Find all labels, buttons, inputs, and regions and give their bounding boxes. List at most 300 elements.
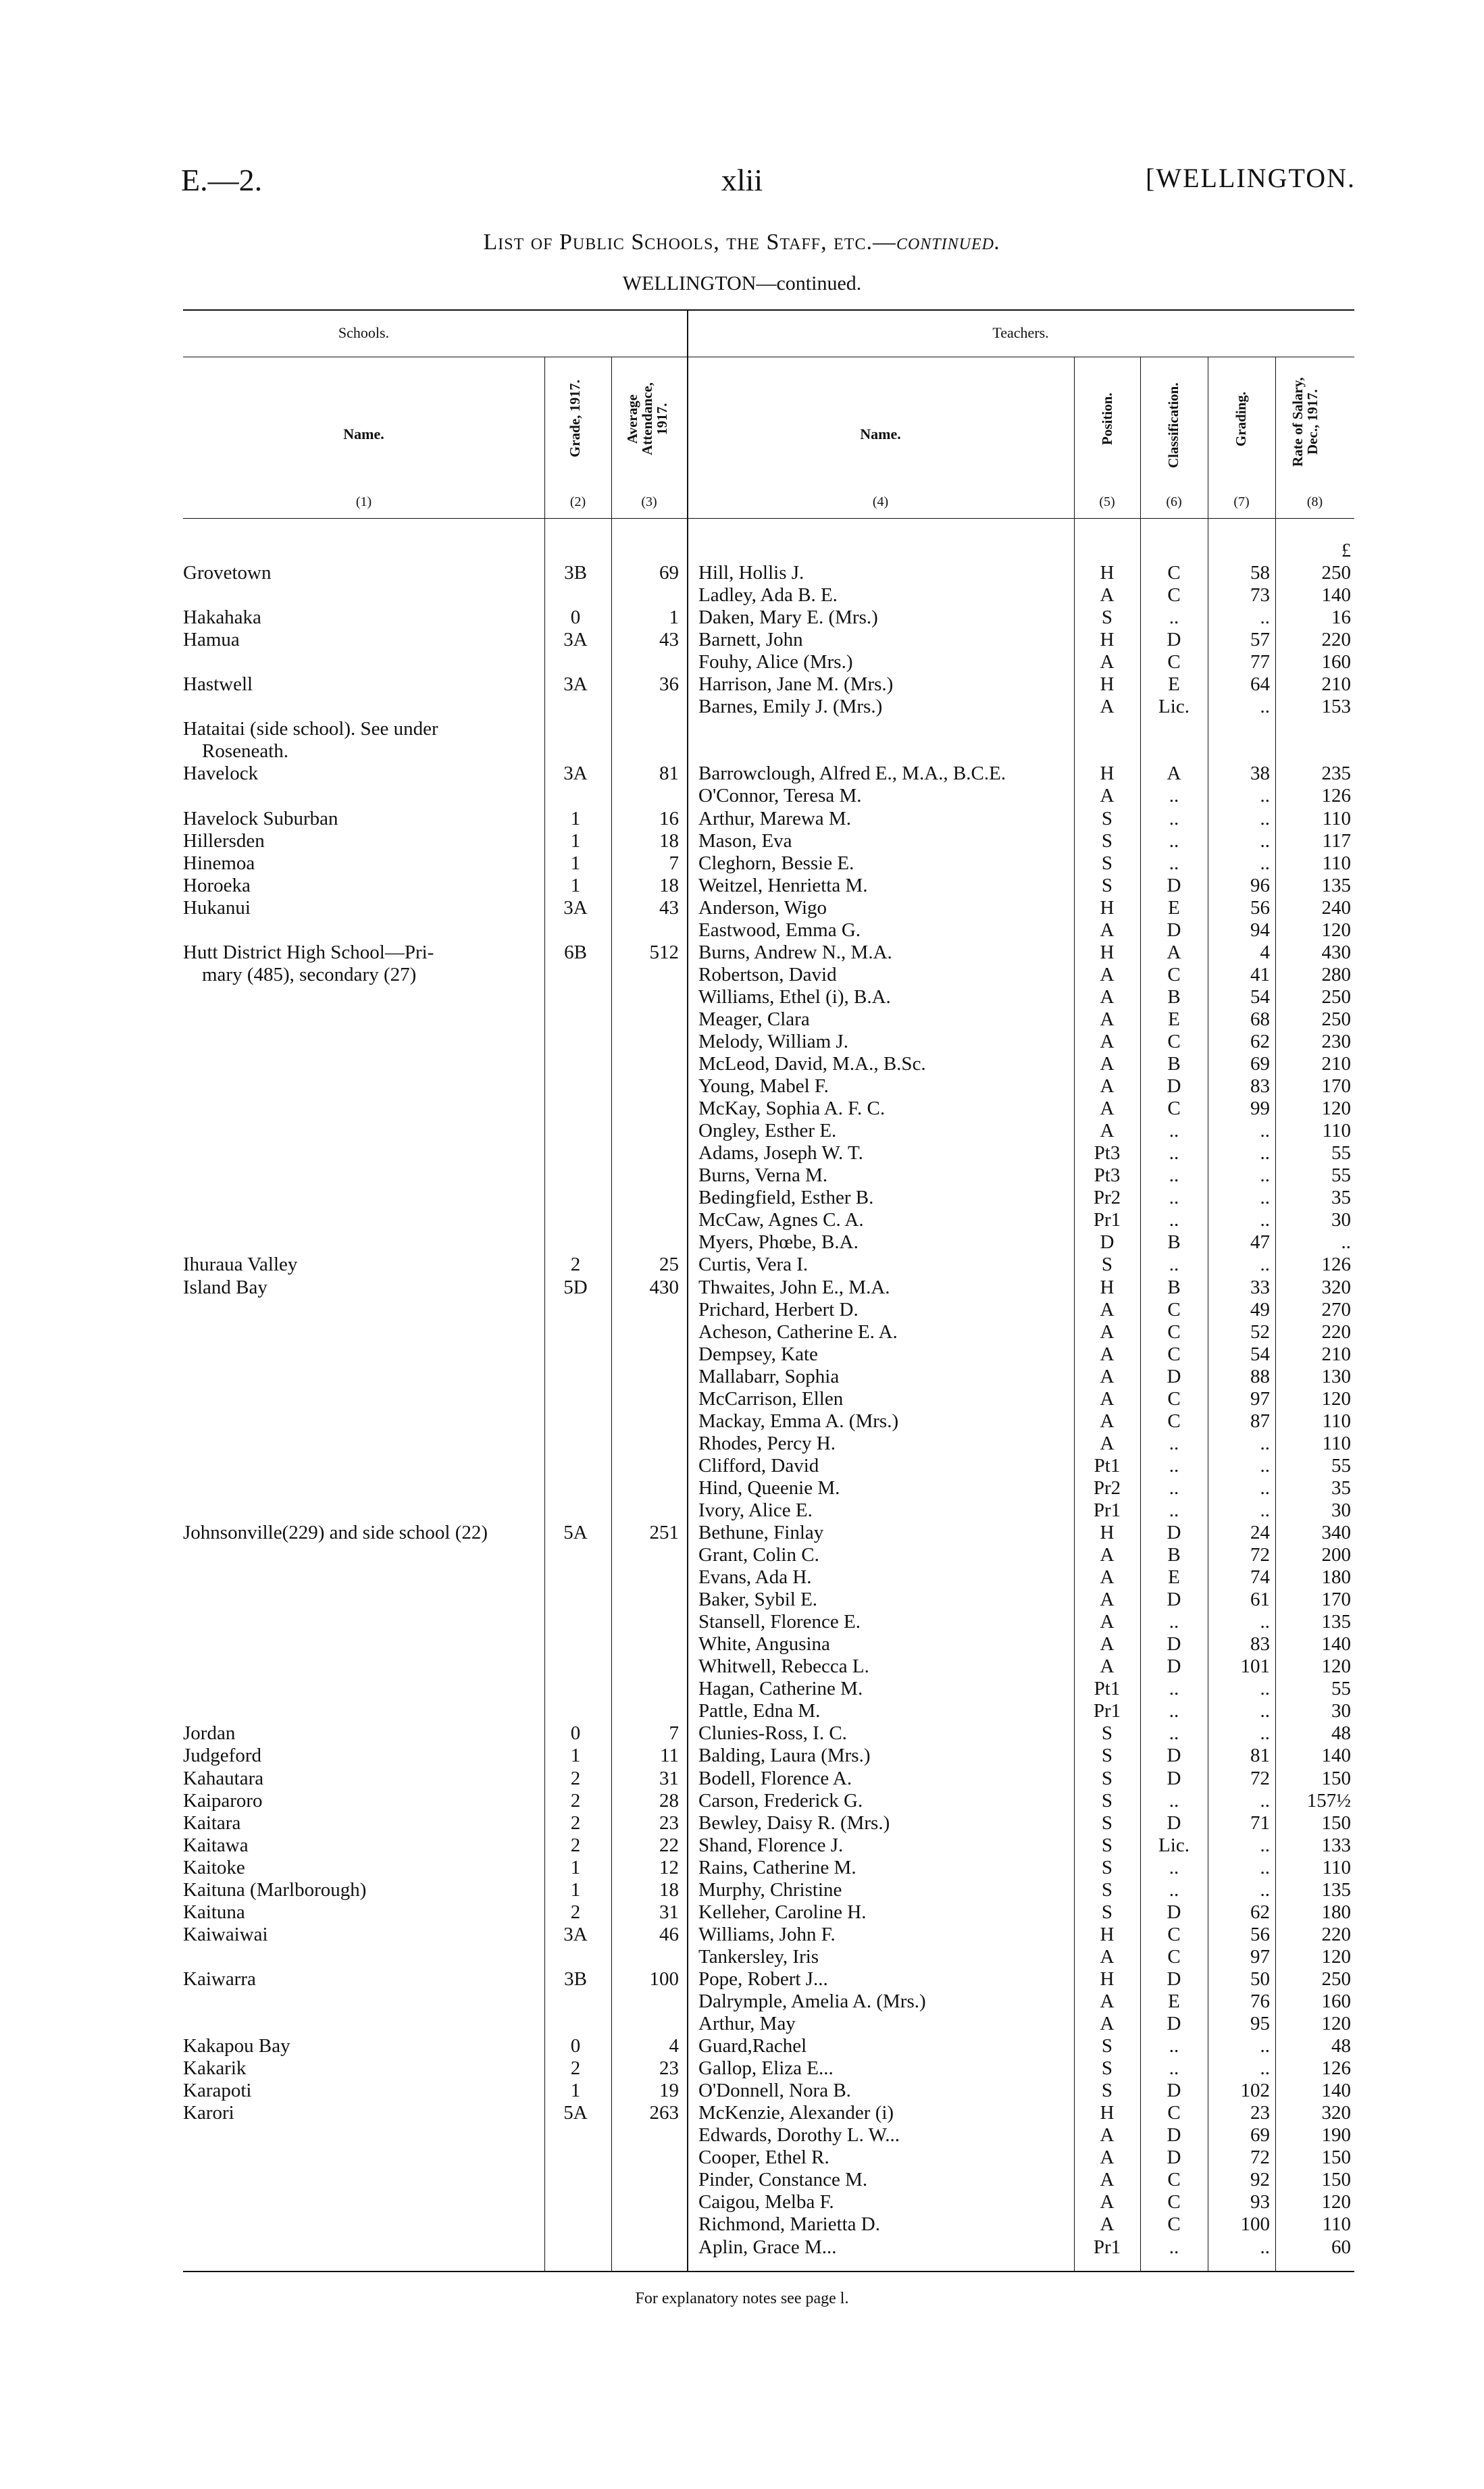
teacher-position: A bbox=[1100, 1945, 1115, 1968]
table-row bbox=[0, 942, 1484, 964]
school-name: Kaiwaiwai bbox=[183, 1923, 268, 1945]
average-attendance: 12 bbox=[659, 1856, 679, 1878]
teacher-position: S bbox=[1101, 607, 1113, 629]
average-attendance: 4 bbox=[669, 2035, 679, 2057]
salary-rate: 140 bbox=[1321, 1633, 1351, 1656]
table-row bbox=[0, 1678, 1484, 1700]
teacher-grading: 88 bbox=[1250, 1365, 1270, 1387]
teachers-heading: Teachers. bbox=[992, 324, 1049, 341]
staff-table bbox=[0, 562, 1484, 2259]
teacher-grading: .. bbox=[1260, 2057, 1270, 2080]
position-header: Position. bbox=[1099, 392, 1115, 445]
teacher-name: Balding, Laura (Mrs.) bbox=[698, 1745, 871, 1767]
title-main: List of Public Schools, the Staff, etc.— bbox=[483, 230, 896, 255]
teacher-position: A bbox=[1100, 696, 1115, 718]
teacher-classification: .. bbox=[1169, 807, 1179, 829]
school-name: Kaitoke bbox=[183, 1856, 245, 1878]
school-grade: 1 bbox=[570, 1878, 581, 1901]
table-row bbox=[0, 718, 1484, 740]
table-row bbox=[0, 1834, 1484, 1857]
salary-rate: 120 bbox=[1321, 1098, 1351, 1120]
school-name: Havelock bbox=[183, 763, 259, 785]
column-number: (5) bbox=[1099, 494, 1115, 509]
teacher-name: Grant, Colin C. bbox=[698, 1544, 819, 1566]
teacher-grading: 50 bbox=[1250, 1968, 1270, 1990]
table-row bbox=[0, 1499, 1484, 1522]
teacher-grading: 93 bbox=[1250, 2191, 1270, 2213]
school-grade: 6B bbox=[564, 941, 587, 963]
school-grade: 3A bbox=[563, 1923, 588, 1945]
salary-rate: 110 bbox=[1322, 852, 1351, 874]
table-row bbox=[0, 919, 1484, 942]
teacher-grading: 72 bbox=[1250, 1767, 1270, 1789]
teacher-name: Caigou, Melba F. bbox=[698, 2191, 834, 2213]
teacher-name: Rhodes, Percy H. bbox=[698, 1432, 836, 1454]
school-name: Ihuraua Valley bbox=[183, 1254, 298, 1276]
page-code: E.—2. bbox=[181, 163, 263, 197]
salary-rate: 180 bbox=[1321, 1566, 1351, 1589]
school-name: Hastwell bbox=[183, 673, 253, 696]
average-attendance: 46 bbox=[659, 1923, 679, 1945]
teacher-name: Pattle, Edna M. bbox=[698, 1700, 821, 1722]
teacher-grading: 33 bbox=[1250, 1276, 1270, 1298]
teacher-position: H bbox=[1100, 1968, 1115, 1990]
teacher-grading: 69 bbox=[1250, 2124, 1270, 2147]
table-row bbox=[0, 1879, 1484, 1901]
average-attendance: 11 bbox=[660, 1745, 679, 1767]
teacher-classification: D bbox=[1167, 1745, 1181, 1767]
salary-rate: 340 bbox=[1321, 1522, 1351, 1544]
average-attendance: 18 bbox=[659, 1878, 679, 1901]
school-name: Kaituna (Marlborough) bbox=[183, 1878, 367, 1901]
teacher-grading: 92 bbox=[1250, 2169, 1270, 2191]
teacher-classification: C bbox=[1167, 2213, 1181, 2236]
teacher-grading: .. bbox=[1260, 1477, 1270, 1499]
table-row bbox=[0, 1299, 1484, 1321]
table-row bbox=[0, 1254, 1484, 1276]
table-row bbox=[0, 2213, 1484, 2236]
column-number: (8) bbox=[1306, 494, 1323, 509]
teacher-grading: .. bbox=[1260, 1834, 1270, 1856]
school-grade: 3B bbox=[564, 562, 587, 584]
teacher-position: A bbox=[1100, 1566, 1115, 1589]
teacher-grading: 58 bbox=[1250, 562, 1270, 584]
teacher-name: Pope, Robert J... bbox=[698, 1968, 828, 1990]
teacher-position: Pr1 bbox=[1093, 1499, 1121, 1521]
teacher-name: Ongley, Esther E. bbox=[698, 1120, 837, 1142]
teacher-grading: 76 bbox=[1250, 1991, 1270, 2012]
attendance-header: Average Attendance, 1917. bbox=[624, 382, 671, 455]
teacher-classification: D bbox=[1167, 1075, 1181, 1098]
teacher-position: Pr2 bbox=[1093, 1477, 1121, 1499]
average-attendance: 512 bbox=[649, 941, 679, 963]
teacher-classification: D bbox=[1167, 1522, 1181, 1544]
average-attendance: 69 bbox=[659, 562, 679, 584]
table-row bbox=[0, 1075, 1484, 1098]
teacher-classification: D bbox=[1167, 1589, 1181, 1611]
salary-rate: 55 bbox=[1331, 1678, 1351, 1700]
table-row bbox=[0, 2147, 1484, 2169]
average-attendance: 18 bbox=[659, 874, 679, 896]
teacher-position: Pr2 bbox=[1093, 1187, 1121, 1209]
school-grade: 5A bbox=[563, 1522, 588, 1544]
table-row bbox=[0, 1968, 1484, 1991]
school-grade: 3B bbox=[564, 1968, 587, 1990]
teacher-position: Pt3 bbox=[1094, 1164, 1121, 1187]
table-row bbox=[0, 1098, 1484, 1120]
salary-rate: 320 bbox=[1321, 2102, 1351, 2124]
school-grade: 5D bbox=[563, 1276, 588, 1298]
teacher-classification: D bbox=[1167, 1968, 1181, 1990]
teacher-position: A bbox=[1100, 1298, 1115, 1320]
teacher-position: S bbox=[1101, 1834, 1113, 1856]
table-row bbox=[0, 1700, 1484, 1722]
teacher-name: Baker, Sybil E. bbox=[698, 1589, 818, 1611]
teacher-name: Edwards, Dorothy L. W... bbox=[698, 2124, 900, 2147]
teacher-name: Pinder, Constance M. bbox=[698, 2169, 868, 2191]
teacher-grading: 52 bbox=[1250, 1320, 1270, 1343]
school-name: Kaiparoro bbox=[183, 1789, 263, 1812]
teacher-grading: 62 bbox=[1250, 1901, 1270, 1923]
teacher-classification: .. bbox=[1169, 1499, 1179, 1521]
school-name: Kaituna bbox=[183, 1901, 245, 1923]
teacher-classification: E bbox=[1168, 1991, 1180, 2012]
teacher-classification: A bbox=[1167, 941, 1181, 963]
teacher-position: A bbox=[1100, 1633, 1115, 1656]
average-attendance: 251 bbox=[649, 1522, 679, 1544]
table-row bbox=[0, 2169, 1484, 2191]
salary-rate: 250 bbox=[1321, 1968, 1351, 1990]
salary-rate: 120 bbox=[1321, 1945, 1351, 1968]
teacher-grading: .. bbox=[1260, 1164, 1270, 1187]
currency-symbol: £ bbox=[1341, 540, 1351, 561]
teacher-position: A bbox=[1100, 1365, 1115, 1387]
salary-rate: 126 bbox=[1321, 1254, 1351, 1276]
table-row bbox=[0, 1790, 1484, 1812]
teacher-classification: D bbox=[1167, 2013, 1181, 2035]
teacher-grading: 87 bbox=[1250, 1410, 1270, 1432]
teacher-classification: .. bbox=[1169, 1789, 1179, 1812]
teacher-name: Curtis, Vera I. bbox=[698, 1254, 809, 1276]
salary-rate: 55 bbox=[1331, 1454, 1351, 1477]
teacher-classification: .. bbox=[1169, 1856, 1179, 1878]
teacher-name: Adams, Joseph W. T. bbox=[698, 1142, 863, 1164]
school-name-header: Name. bbox=[343, 426, 384, 442]
teacher-position: A bbox=[1100, 1120, 1115, 1142]
teacher-name: Guard,Rachel bbox=[698, 2035, 807, 2057]
teacher-grading: 54 bbox=[1250, 1343, 1270, 1365]
salary-rate: 35 bbox=[1331, 1187, 1351, 1209]
table-row bbox=[0, 1410, 1484, 1433]
teacher-position: A bbox=[1100, 2147, 1115, 2169]
teacher-position: S bbox=[1101, 807, 1113, 829]
teacher-name: Bedingfield, Esther B. bbox=[698, 1187, 874, 1209]
teacher-classification: C bbox=[1167, 2102, 1181, 2124]
salary-rate: 320 bbox=[1321, 1276, 1351, 1298]
teacher-grading: 81 bbox=[1250, 1745, 1270, 1767]
column-number: (6) bbox=[1166, 494, 1182, 509]
teacher-name: Bodell, Florence A. bbox=[698, 1767, 852, 1789]
school-grade: 3A bbox=[563, 763, 588, 785]
teacher-name: Dalrymple, Amelia A. (Mrs.) bbox=[698, 1991, 926, 2012]
teacher-classification: .. bbox=[1169, 1454, 1179, 1477]
teacher-position: S bbox=[1101, 2080, 1113, 2102]
salary-rate: 153 bbox=[1321, 696, 1351, 718]
teacher-name: Acheson, Catherine E. A. bbox=[698, 1320, 898, 1343]
teacher-grading: .. bbox=[1260, 696, 1270, 718]
average-attendance: 36 bbox=[659, 673, 679, 696]
school-name: Hataitai (side school). See under bbox=[183, 718, 438, 740]
teacher-grading: 61 bbox=[1250, 1589, 1270, 1611]
table-row bbox=[0, 1321, 1484, 1343]
salary-rate: 110 bbox=[1322, 1432, 1351, 1454]
table-row bbox=[0, 1722, 1484, 1745]
teacher-classification: C bbox=[1167, 1410, 1181, 1432]
average-attendance: 43 bbox=[659, 629, 679, 651]
table-row bbox=[0, 696, 1484, 718]
teacher-grading: 54 bbox=[1250, 985, 1270, 1008]
school-grade: 3A bbox=[563, 629, 588, 651]
teacher-classification: .. bbox=[1169, 1700, 1179, 1722]
teacher-grading: 83 bbox=[1250, 1633, 1270, 1656]
teacher-name: Stansell, Florence E. bbox=[698, 1611, 861, 1633]
school-name: Grovetown bbox=[183, 562, 272, 584]
column-number: (1) bbox=[355, 494, 372, 509]
teacher-classification: D bbox=[1167, 2080, 1181, 2102]
teacher-classification: B bbox=[1167, 985, 1181, 1008]
teacher-position: S bbox=[1101, 1767, 1113, 1789]
average-attendance: 7 bbox=[669, 1722, 679, 1745]
salary-rate: 150 bbox=[1321, 1767, 1351, 1789]
teacher-grading: 97 bbox=[1250, 1387, 1270, 1410]
teacher-grading: 56 bbox=[1250, 896, 1270, 919]
teacher-classification: .. bbox=[1169, 2057, 1179, 2080]
teacher-classification: .. bbox=[1169, 1187, 1179, 1209]
footnote: For explanatory notes see page l. bbox=[635, 2290, 849, 2307]
teacher-classification: C bbox=[1167, 1298, 1181, 1320]
teacher-classification: B bbox=[1167, 1544, 1181, 1566]
teacher-name: Thwaites, John E., M.A. bbox=[698, 1276, 890, 1298]
teacher-position: S bbox=[1101, 2057, 1113, 2080]
table-row bbox=[0, 1633, 1484, 1656]
salary-rate: 170 bbox=[1321, 1075, 1351, 1098]
teacher-position: S bbox=[1101, 1789, 1113, 1812]
salary-rate: 48 bbox=[1331, 2035, 1351, 2057]
teacher-name: Eastwood, Emma G. bbox=[698, 919, 861, 941]
teacher-name: McLeod, David, M.A., B.Sc. bbox=[698, 1053, 926, 1075]
teacher-name: Kelleher, Caroline H. bbox=[698, 1901, 867, 1923]
school-name: Hukanui bbox=[183, 896, 251, 919]
teacher-position: A bbox=[1100, 1343, 1115, 1365]
salary-rate: 135 bbox=[1321, 1611, 1351, 1633]
teacher-name: O'Connor, Teresa M. bbox=[698, 785, 862, 807]
table-row bbox=[0, 584, 1484, 607]
teacher-grading: .. bbox=[1260, 1499, 1270, 1521]
teacher-classification: C bbox=[1167, 1923, 1181, 1945]
average-attendance: 81 bbox=[659, 763, 679, 785]
teacher-name: Prichard, Herbert D. bbox=[698, 1298, 859, 1320]
teacher-name: Fouhy, Alice (Mrs.) bbox=[698, 651, 853, 673]
average-attendance: 23 bbox=[659, 1812, 679, 1834]
school-name: Judgeford bbox=[183, 1745, 261, 1767]
average-attendance: 22 bbox=[659, 1834, 679, 1856]
teacher-position: A bbox=[1100, 1053, 1115, 1075]
teacher-name: Myers, Phœbe, B.A. bbox=[698, 1231, 859, 1254]
teacher-classification: .. bbox=[1169, 829, 1179, 852]
page-subtitle: WELLINGTON—continued. bbox=[622, 272, 862, 294]
salary-rate: 135 bbox=[1321, 874, 1351, 896]
table-row bbox=[0, 964, 1484, 986]
salary-rate: 210 bbox=[1321, 1343, 1351, 1365]
table-row bbox=[0, 1656, 1484, 1678]
teacher-grading: 24 bbox=[1250, 1522, 1270, 1544]
table-row bbox=[0, 1031, 1484, 1053]
school-name: Roseneath. bbox=[202, 740, 289, 763]
column-number: (7) bbox=[1233, 494, 1250, 509]
salary-rate: 160 bbox=[1321, 651, 1351, 673]
teacher-name: Ivory, Alice E. bbox=[698, 1499, 813, 1521]
teacher-position: A bbox=[1100, 2213, 1115, 2236]
teacher-grading: .. bbox=[1260, 852, 1270, 874]
average-attendance: 23 bbox=[659, 2057, 679, 2080]
salary-rate: 200 bbox=[1321, 1544, 1351, 1566]
salary-rate: 110 bbox=[1322, 1120, 1351, 1142]
table-row bbox=[0, 875, 1484, 897]
school-grade: 2 bbox=[570, 1767, 581, 1789]
school-name: Hutt District High School—Pri- bbox=[183, 941, 434, 963]
teacher-name: Daken, Mary E. (Mrs.) bbox=[698, 607, 878, 629]
teacher-classification: D bbox=[1167, 1656, 1181, 1678]
salary-rate: 120 bbox=[1321, 2013, 1351, 2035]
teacher-grading: .. bbox=[1260, 1878, 1270, 1901]
salary-rate: 110 bbox=[1322, 1856, 1351, 1878]
teacher-grading: .. bbox=[1260, 1789, 1270, 1812]
salary-rate: 150 bbox=[1321, 2147, 1351, 2169]
salary-rate: 250 bbox=[1321, 985, 1351, 1008]
school-name: Kakarik bbox=[183, 2057, 247, 2080]
teacher-position: A bbox=[1100, 2013, 1115, 2035]
teacher-name: Rains, Catherine M. bbox=[698, 1856, 856, 1878]
teacher-position: H bbox=[1100, 673, 1115, 696]
salary-rate: 110 bbox=[1322, 2213, 1351, 2236]
teacher-classification: C bbox=[1167, 1030, 1181, 1052]
teacher-classification: E bbox=[1168, 1008, 1180, 1030]
header-rule bbox=[183, 518, 1354, 519]
teacher-position: H bbox=[1100, 562, 1115, 584]
teacher-grading: 101 bbox=[1240, 1656, 1270, 1678]
school-grade: 1 bbox=[570, 1856, 581, 1878]
teacher-position: A bbox=[1100, 2169, 1115, 2191]
teacher-classification: .. bbox=[1169, 2236, 1179, 2258]
teacher-position: S bbox=[1101, 1722, 1113, 1745]
teacher-name: Barrowclough, Alfred E., M.A., B.C.E. bbox=[698, 763, 1006, 785]
teacher-position: S bbox=[1101, 1745, 1113, 1767]
teacher-classification: E bbox=[1168, 673, 1180, 696]
teacher-classification: D bbox=[1167, 1901, 1181, 1923]
teacher-position: H bbox=[1100, 629, 1115, 651]
teacher-position: A bbox=[1100, 1544, 1115, 1566]
school-grade: 5A bbox=[563, 2102, 588, 2124]
school-grade: 2 bbox=[570, 1834, 581, 1856]
teacher-classification: .. bbox=[1169, 607, 1179, 629]
page-number: xlii bbox=[721, 163, 763, 197]
teacher-position: H bbox=[1100, 763, 1115, 785]
teacher-position: A bbox=[1100, 1589, 1115, 1611]
teacher-classification: D bbox=[1167, 919, 1181, 941]
school-name: Hamua bbox=[183, 629, 240, 651]
teacher-grading: .. bbox=[1260, 607, 1270, 629]
average-attendance: 31 bbox=[659, 1767, 679, 1789]
teacher-classification: .. bbox=[1169, 1432, 1179, 1454]
teacher-classification: D bbox=[1167, 629, 1181, 651]
teacher-grading: 94 bbox=[1250, 919, 1270, 941]
school-grade: 1 bbox=[570, 874, 581, 896]
teacher-grading: 95 bbox=[1250, 2013, 1270, 2035]
salary-rate: 60 bbox=[1331, 2236, 1351, 2258]
teacher-classification: .. bbox=[1169, 1254, 1179, 1276]
salary-rate: 110 bbox=[1322, 1410, 1351, 1432]
teacher-name: Robertson, David bbox=[698, 963, 837, 985]
teacher-grading: .. bbox=[1260, 1454, 1270, 1477]
teacher-position: A bbox=[1100, 1656, 1115, 1678]
table-row bbox=[0, 2035, 1484, 2057]
salary-rate: 150 bbox=[1321, 1812, 1351, 1834]
salary-rate: .. bbox=[1341, 1231, 1351, 1254]
teacher-grading: 62 bbox=[1250, 1030, 1270, 1052]
salary-rate: 220 bbox=[1321, 629, 1351, 651]
school-grade: 0 bbox=[570, 1722, 581, 1745]
teacher-grading: .. bbox=[1260, 1254, 1270, 1276]
table-row bbox=[0, 2013, 1484, 2035]
salary-rate: 117 bbox=[1322, 829, 1351, 852]
salary-rate: 190 bbox=[1321, 2124, 1351, 2147]
teacher-name: White, Angusina bbox=[698, 1633, 830, 1656]
table-row bbox=[0, 2191, 1484, 2213]
average-attendance: 16 bbox=[659, 807, 679, 829]
teacher-grading: 68 bbox=[1250, 1008, 1270, 1030]
teacher-grading: .. bbox=[1260, 785, 1270, 807]
salary-rate: 55 bbox=[1331, 1164, 1351, 1187]
table-row bbox=[0, 1745, 1484, 1767]
teacher-grading: 23 bbox=[1250, 2102, 1270, 2124]
salary-rate: 250 bbox=[1321, 1008, 1351, 1030]
salary-rate: 150 bbox=[1321, 2169, 1351, 2191]
table-row bbox=[0, 607, 1484, 629]
school-grade: 1 bbox=[570, 829, 581, 852]
salary-rate: 120 bbox=[1321, 1656, 1351, 1678]
teacher-classification: B bbox=[1167, 1231, 1181, 1254]
teacher-classification: C bbox=[1167, 562, 1181, 584]
table-row bbox=[0, 1187, 1484, 1209]
teacher-grading: 64 bbox=[1250, 673, 1270, 696]
teacher-name: Barnes, Emily J. (Mrs.) bbox=[698, 696, 883, 718]
teacher-name: Bethune, Finlay bbox=[698, 1522, 824, 1544]
salary-rate: 16 bbox=[1331, 607, 1351, 629]
teacher-grading: 41 bbox=[1250, 963, 1270, 985]
teacher-grading: .. bbox=[1260, 1187, 1270, 1209]
teacher-position: S bbox=[1101, 1254, 1113, 1276]
salary-rate: 210 bbox=[1321, 673, 1351, 696]
teacher-position: Pt1 bbox=[1094, 1678, 1121, 1700]
teacher-grading: .. bbox=[1260, 1120, 1270, 1142]
school-grade: 2 bbox=[570, 2057, 581, 2080]
table-row bbox=[0, 1008, 1484, 1031]
school-grade: 0 bbox=[570, 2035, 581, 2057]
teacher-name: Gallop, Eliza E... bbox=[698, 2057, 834, 2080]
teacher-position: A bbox=[1100, 1991, 1115, 2012]
teacher-classification: C bbox=[1167, 1945, 1181, 1968]
teacher-position: A bbox=[1100, 1008, 1115, 1030]
